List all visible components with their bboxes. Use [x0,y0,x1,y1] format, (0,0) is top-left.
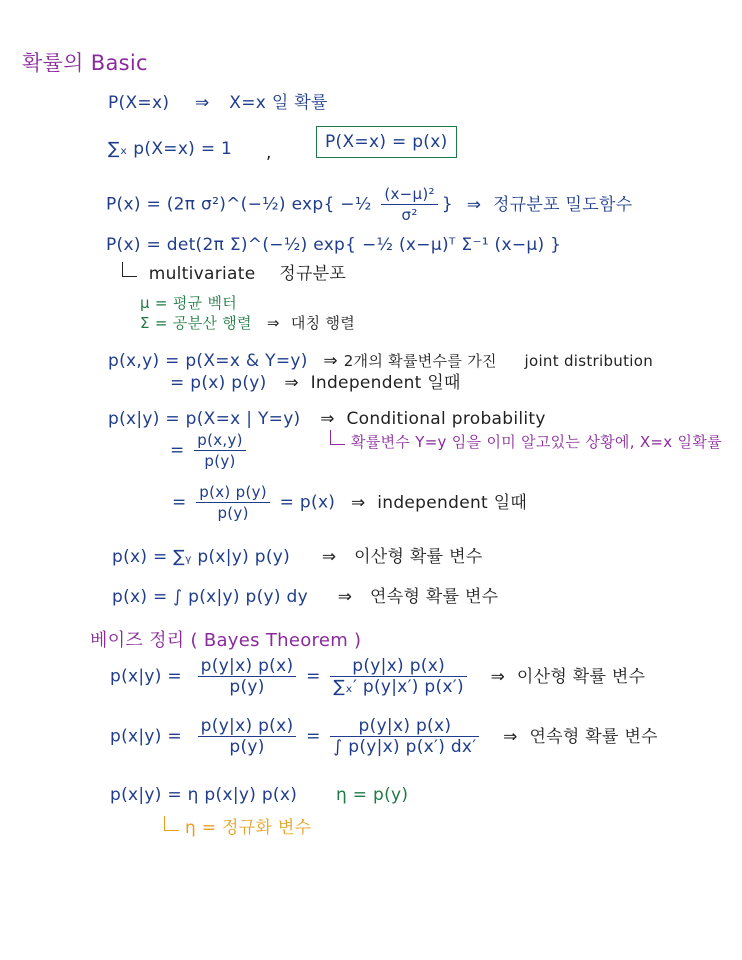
formula: p(x,y) = p(X=x & Y=y) [108,351,308,371]
formula: p(x|y) = p(X=x | Y=y) [108,409,301,429]
formula-lhs: p(x|y) = [110,726,182,747]
numerator: p(x,y) [194,430,246,451]
conditional-line [108,408,546,430]
note: 대칭 행렬 [290,314,356,332]
implies-arrow: ⇒ [195,93,210,113]
numerator: p(y|x) p(x) [330,656,467,677]
note: 연속형 확률 변수 [370,587,499,607]
note: 정규분포 [279,264,347,284]
formula: P(X=x) [108,93,170,113]
fraction-1 [198,656,297,697]
numerator: (x−μ)² [381,184,438,205]
bayes-discrete-line [110,656,645,697]
note: X=x 일 확률 [229,93,328,113]
eta-definition: η = p(y) [336,785,409,805]
numerator: p(x) p(y) [196,482,270,503]
formula-lhs: P(x) = (2π σ²)^(−½) exp{ −½ [106,194,378,215]
comma: , [266,143,272,163]
equals: = [306,666,321,687]
covariance: Σ = 공분산 행렬 [140,314,252,332]
hook-arrow-icon [330,430,345,445]
formula-lhs: p(x|y) = [110,666,182,687]
conditional-note [330,430,722,453]
formula: p(x) = ∫ p(x|y) p(y) dy [112,587,309,607]
multivariate-formula: P(x) = det(2π Σ)^(−½) exp{ −½ (x−μ)ᵀ Σ⁻¹ (x−μ) } [106,235,562,255]
label: multivariate [148,264,256,284]
equals: = [172,492,187,513]
hook-arrow-icon [164,816,179,831]
implies-arrow: ⇒ [466,194,482,215]
note: 이산형 확률 변수 [354,547,483,567]
denominator: p(y) [229,737,265,757]
denominator: p(y) [229,677,265,697]
independent-conditional-line [172,482,527,523]
note-tail: joint distribution [524,352,654,370]
denominator: ∫ p(y|x) p(x′) dx′ [333,737,477,757]
note: Independent 일때 [310,373,461,393]
note: independent 일때 [377,492,528,513]
numerator: p(y|x) p(x) [198,716,297,737]
denominator: ∑ₓ′ p(y|x′) p(x′) [333,677,464,697]
equals: = [306,726,321,747]
normalization-note [164,816,311,839]
fraction [381,184,438,225]
formula: = p(x) p(y) [170,373,267,393]
cov-line [140,312,355,334]
denominator: p(y) [204,452,236,470]
joint-line [108,350,653,372]
line-1 [108,92,328,114]
note: 정규분포 밀도함수 [492,194,633,215]
equals: = [170,440,185,461]
marginal-discrete-line [112,546,483,568]
gaussian-line [106,184,632,225]
hook-arrow-icon [122,262,137,277]
formula: p(x) = ∑ᵧ p(x|y) p(y) [112,547,291,567]
note: Conditional probability [346,409,546,429]
implies-arrow: ⇒ [323,351,338,371]
marginal-continuous-line [112,586,498,608]
page-title: 확률의 Basic [22,51,148,75]
fraction [196,482,270,523]
fraction-2 [330,656,467,697]
implies-arrow: ⇒ [321,547,337,567]
multivariate-line [122,262,346,285]
bayes-continuous-line [110,716,658,757]
sum-formula: ∑ₓ p(X=x) = 1 [108,139,233,159]
boxed-formula: P(X=x) = p(x) [316,126,457,158]
note: 연속형 확률 변수 [529,726,658,747]
eta-formula: p(x|y) = η p(x|y) p(x) [110,785,298,805]
note: η = 정규화 변수 [185,818,312,838]
formula-rhs: } [441,194,453,215]
implies-arrow: ⇒ [490,666,506,687]
conditional-fraction-line [170,430,250,471]
numerator: p(y|x) p(x) [198,656,297,677]
note: 이산형 확률 변수 [516,666,646,687]
numerator: p(y|x) p(x) [330,716,479,737]
implies-arrow: ⇒ [320,409,335,429]
result: = p(x) [279,492,336,513]
implies-arrow: ⇒ [350,492,366,513]
fraction [194,430,246,471]
bayes-title: 베이즈 정리 ( Bayes Theorem ) [90,630,362,651]
fraction-1 [198,716,297,757]
implies-arrow: ⇒ [284,373,299,393]
independent-line [170,372,461,394]
note: 2개의 확률변수를 가진 [343,352,497,370]
mean-vector: μ = 평균 벡터 [140,294,238,312]
denominator: σ² [401,206,418,224]
implies-arrow: ⇒ [266,314,280,332]
implies-arrow: ⇒ [337,587,353,607]
implies-arrow: ⇒ [503,726,518,747]
denominator: p(y) [217,504,249,522]
fraction-2 [330,716,479,757]
note: 확률변수 Y=y 임을 이미 알고있는 상황에, X=x 일확률 [351,433,722,451]
